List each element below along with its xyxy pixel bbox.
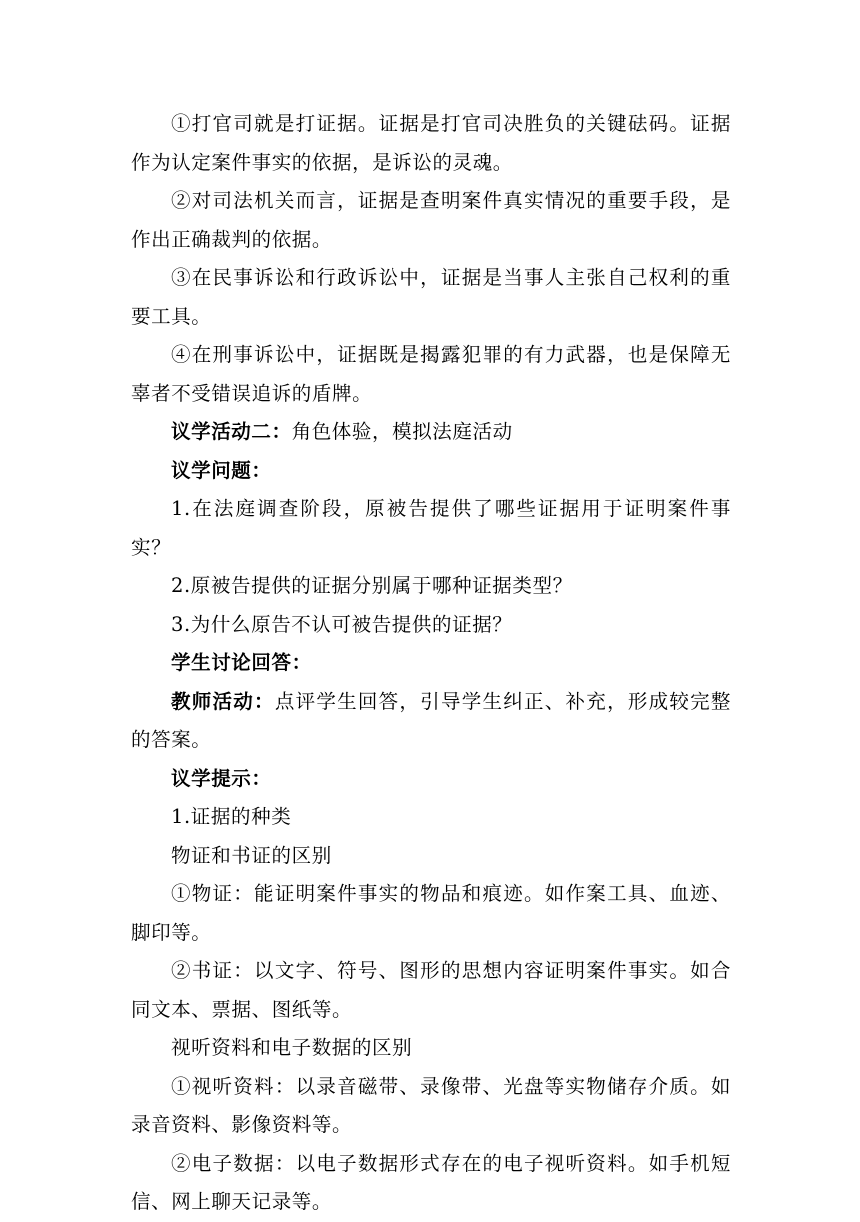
hint-physical-evidence: ①物证：能证明案件事实的物品和痕迹。如作案工具、血迹、脚印等。 [131, 882, 731, 944]
hint-electronic-data: ②电子数据：以电子数据形式存在的电子视听资料。如手机短信、网上聊天记录等。 [131, 1151, 731, 1213]
hint-item-1: 1.证据的种类 [171, 805, 292, 828]
paragraph-2: ②对司法机关而言，证据是查明案件真实情况的重要手段，是作出正确裁判的依据。 [131, 189, 731, 251]
paragraph-1: ①打官司就是打证据。证据是打官司决胜负的关键砝码。证据作为认定案件事实的依据，是诉讼的灵魂。 [131, 112, 731, 174]
hint-audiovisual-material: ①视听资料：以录音磁带、录像带、光盘等实物储存介质。如录音资料、影像资料等。 [131, 1074, 731, 1136]
hint-subheading-2: 视听资料和电子数据的区别 [171, 1036, 413, 1059]
hint-subheading-1: 物证和书证的区别 [171, 843, 332, 867]
hints-heading: 议学提示： [171, 766, 272, 790]
question-2: 2.原被告提供的证据分别属于哪种证据类型？ [171, 574, 573, 597]
teacher-activity-label: 教师活动： [171, 689, 275, 713]
paragraph-3: ③在民事诉讼和行政诉讼中，证据是当事人主张自己权利的重要工具。 [131, 266, 731, 328]
teacher-activity-line [131, 683, 731, 760]
question-3: 3.为什么原告不认可被告提供的证据？ [171, 612, 513, 636]
student-heading: 学生讨论回答： [171, 651, 312, 674]
paragraph-4: ④在刑事诉讼中，证据既是揭露犯罪的有力武器，也是保障无辜者不受错误追诉的盾牌。 [131, 343, 731, 405]
activity-2-line [131, 413, 731, 452]
questions-heading: 议学问题： [171, 458, 272, 482]
teacher-activity-text: 点评学生回答，引导学生纠正、补充，形成较完整的答案。 [131, 689, 731, 751]
document-page [131, 105, 731, 1222]
activity-2-label: 议学活动二： [171, 420, 292, 443]
question-1: 1.在法庭调查阶段，原被告提供了哪些证据用于证明案件事实？ [131, 497, 731, 559]
hint-documentary-evidence: ②书证：以文字、符号、图形的思想内容证明案件事实。如合同文本、票据、图纸等。 [131, 959, 731, 1021]
activity-2-text: 角色体验，模拟法庭活动 [291, 420, 513, 443]
